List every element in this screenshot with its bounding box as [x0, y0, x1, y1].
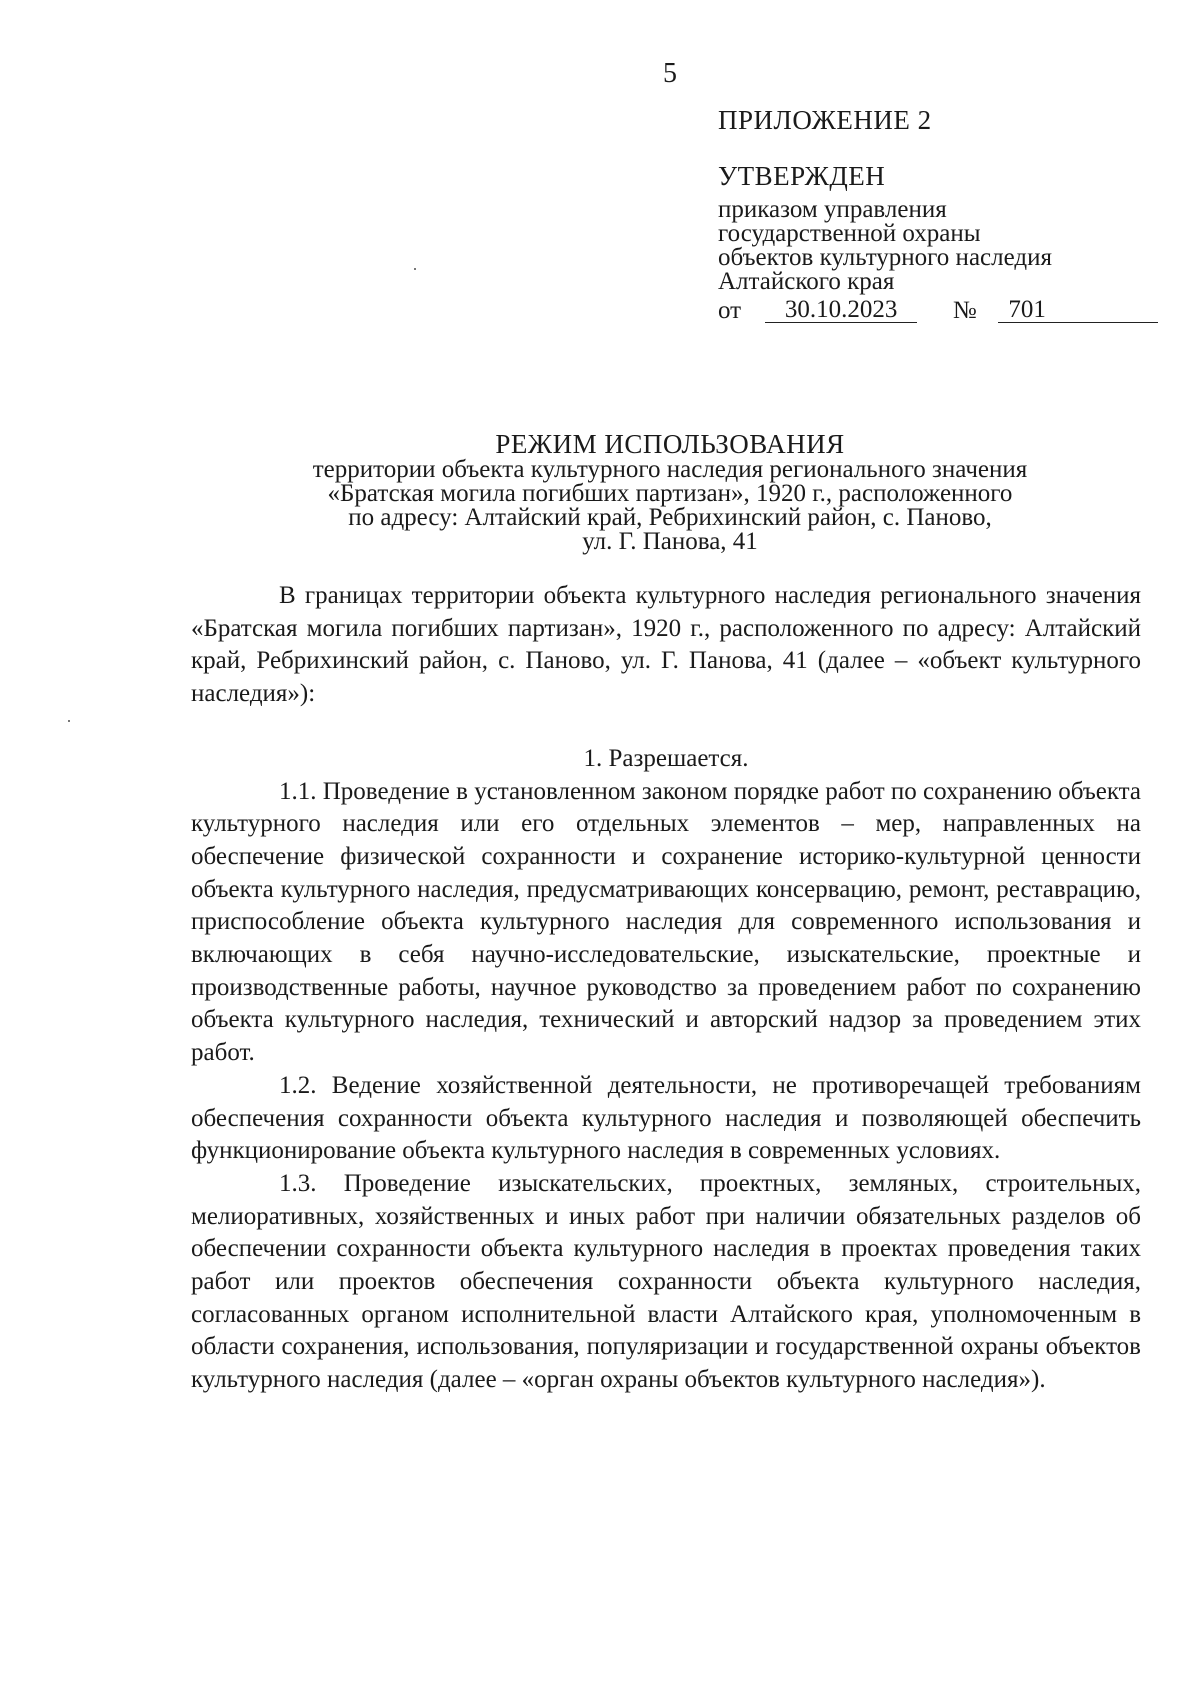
section-item: 1.2. Ведение хозяйственной деятельности, не противоречащей требованиям обеспечения сохранности объекта культурного наследия и позволяющей обеспечить функционирование объекта культурного наследия в современных условиях.: [191, 1071, 1141, 1165]
section-heading: 1. Разрешается.: [583, 744, 749, 772]
document-subtitle-line: по адресу: Алтайский край, Ребрихинский район, с. Паново,: [348, 504, 992, 531]
approval-block: [718, 105, 1158, 324]
scan-speck: [414, 268, 416, 270]
approved-label: УТВЕРЖДЕН: [718, 161, 886, 191]
scan-speck: [68, 720, 70, 722]
document-subtitle-line: территории объекта культурного наследия регионального значения: [312, 456, 1028, 483]
approved-by-line: Алтайского края: [718, 268, 895, 295]
document-title-block: [220, 429, 1120, 555]
document-body: [191, 580, 1141, 1397]
order-date: 30.10.2023: [765, 298, 917, 323]
appendix-label: ПРИЛОЖЕНИЕ 2: [718, 105, 932, 135]
section-item: 1.1. Проведение в установленном законом порядке работ по сохранению объекта культурного наследия или его отдельных элементов – мер, направленных на обеспечение физической сохранности и сохранение историко-культурной ценности объекта культурного наследия, предусматривающих консервацию, ремонт, реставрацию, приспособление объекта культурного наследия для современного использования и включающих в себя научно-исследовательские, изыскательские, проектные и производственные работы, научное руководство за проведением работ по сохранению объекта культурного наследия, технический и авторский надзор за проведением этих работ.: [191, 777, 1141, 1067]
page-number: 5: [663, 58, 677, 89]
order-line: [718, 298, 1158, 323]
document-title: РЕЖИМ ИСПОЛЬЗОВАНИЯ: [495, 429, 845, 459]
intro-paragraph: В границах территории объекта культурного наследия регионального значения «Братская могила погибших партизан», 1920 г., расположенного по адресу: Алтайский край, Ребрихинский район, с. Паново, ул. Г. Панова, 41 (далее – «объект культурного наследия»):: [191, 582, 1141, 708]
order-from-label: от: [718, 297, 742, 324]
approved-by-line: объектов культурного наследия: [718, 244, 1052, 271]
section-item: 1.3. Проведение изыскательских, проектных, земляных, строительных, мелиоративных, хозяйственных и иных работ при наличии обязательных разделов об обеспечении сохранности объекта культурного наследия в проектах проведения таких работ или проектов обеспечения сохранности объекта культурного наследия, согласованных органом исполнительной власти Алтайского края, уполномоченным в области сохранения, использования, популяризации и государственной охраны объектов культурного наследия (далее – «орган охраны объектов культурного наследия»).: [191, 1169, 1141, 1394]
order-number: 701: [998, 298, 1158, 323]
approved-by-line: государственной охраны: [718, 220, 981, 247]
approved-by-line: приказом управления: [718, 196, 947, 223]
order-number-sign: №: [952, 297, 977, 324]
document-subtitle-line: ул. Г. Панова, 41: [582, 528, 758, 555]
document-subtitle-line: «Братская могила погибших партизан», 1920 г., расположенного: [327, 480, 1013, 507]
